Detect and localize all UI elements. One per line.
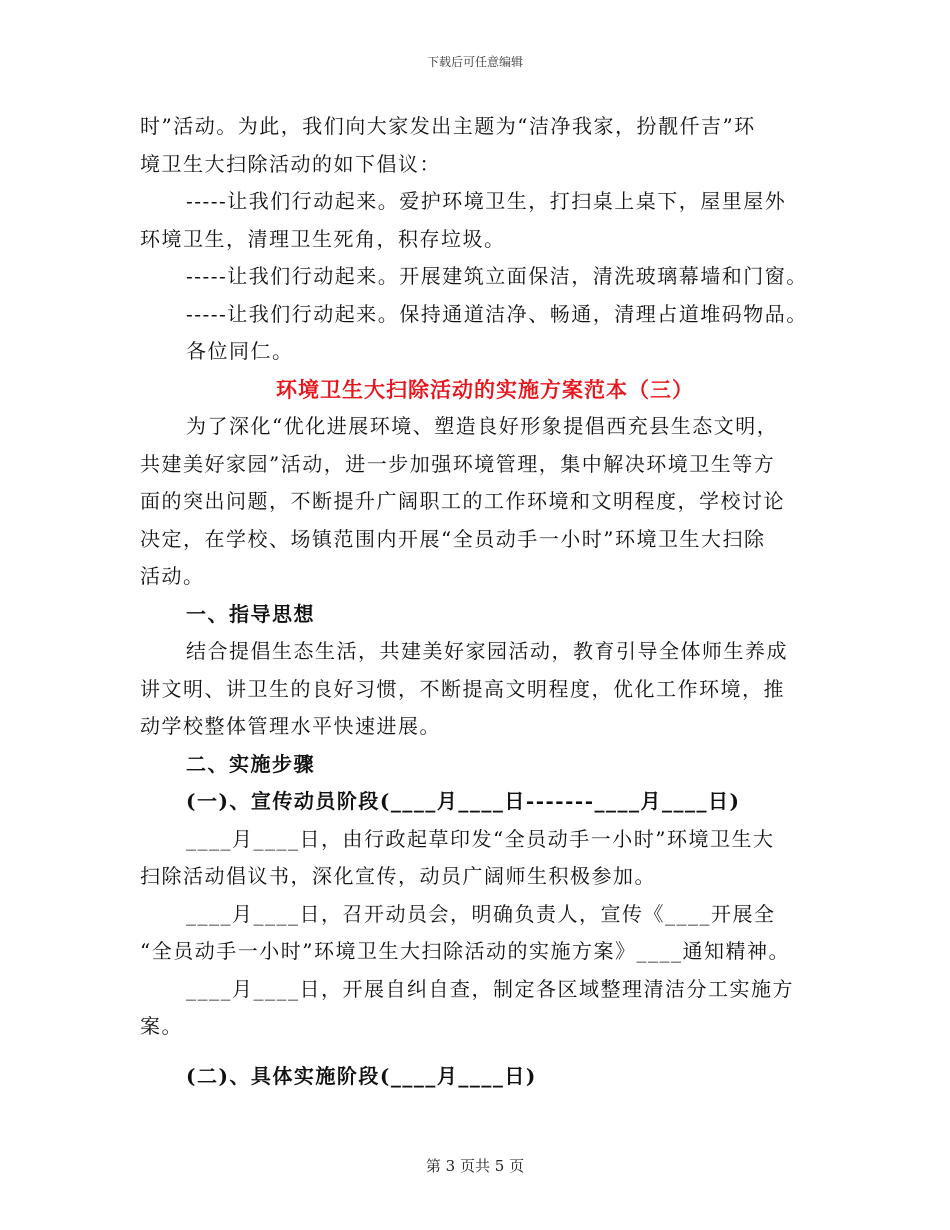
paragraph-line: 动学校整体管理水平快速进展。: [140, 714, 441, 738]
paragraph-line: 案。: [140, 1014, 183, 1038]
paragraph-line: 结合提倡生态生活，共建美好家园活动，教育引导全体师生养成: [186, 639, 788, 663]
paragraph-line: 活动。: [140, 564, 205, 588]
paragraph-line: ____月____日，开展自纠自查，制定各区域整理清洁分工实施方: [186, 976, 794, 1001]
subheading-publicity-stage: (一)、宣传动员阶段(____月____日-------____月____日): [186, 789, 741, 813]
subheading-implementation-stage: (二)、具体实施阶段(____月____日): [186, 1063, 537, 1088]
paragraph-line: -----让我们行动起来。保持通道洁净、畅通，清理占道堆码物品。: [186, 301, 808, 326]
paragraph-line: ____月____日，由行政起草印发“全员动手一小时”环境卫生大: [186, 826, 775, 851]
heading-implementation-steps: 二、实施步骤: [186, 751, 315, 776]
paragraph-line: -----让我们行动起来。开展建筑立面保洁，清洗玻璃幕墙和门窗。: [186, 264, 808, 288]
paragraph-line: -----让我们行动起来。爱护环境卫生，打扫桌上桌下，屋里屋外: [186, 189, 787, 213]
paragraph-line: 讲文明、讲卫生的良好习惯，不断提高文明程度，优化工作环境，推: [140, 676, 785, 701]
document-body: [140, 108, 830, 1095]
paragraph-line: 境卫生大扫除活动的如下倡议：: [140, 151, 441, 176]
paragraph-line: 为了深化“优化进展环境、塑造良好形象提倡西充县生态文明，: [186, 414, 779, 438]
page-footer: 第 3 页共 5 页: [425, 1157, 525, 1175]
paragraph-line: 面的突出问题，不断提升广阔职工的工作环境和文明程度，学校讨论: [140, 489, 785, 513]
paragraph-line: ____月____日，召开动员会，明确负责人，宣传《____开展全: [186, 901, 776, 926]
paragraph-line: 时”活动。为此，我们向大家发出主题为“洁净我家，扮靓仟吉”环: [140, 114, 756, 138]
paragraph-line: 决定，在学校、场镇范围内开展“全员动手一小时”环境卫生大扫除: [140, 526, 766, 551]
page-header: 下载后可任意编辑: [426, 55, 523, 69]
paragraph-line: 各位同仁。: [186, 339, 294, 363]
paragraph-line: 环境卫生，清理卫生死角，积存垃圾。: [140, 226, 506, 251]
paragraph-line: 扫除活动倡议书，深化宣传，动员广阔师生积极参加。: [140, 864, 656, 888]
paragraph-line: 共建美好家园”活动，进一步加强环境管理，集中解决环境卫生等方: [140, 451, 776, 476]
heading-guiding-thought: 一、指导思想: [186, 601, 315, 626]
section-title: 环境卫生大扫除活动的实施方案范本（三）: [276, 376, 694, 402]
paragraph-line: “全员动手一小时”环境卫生大扫除活动的实施方案》____通知精神。: [140, 939, 790, 963]
